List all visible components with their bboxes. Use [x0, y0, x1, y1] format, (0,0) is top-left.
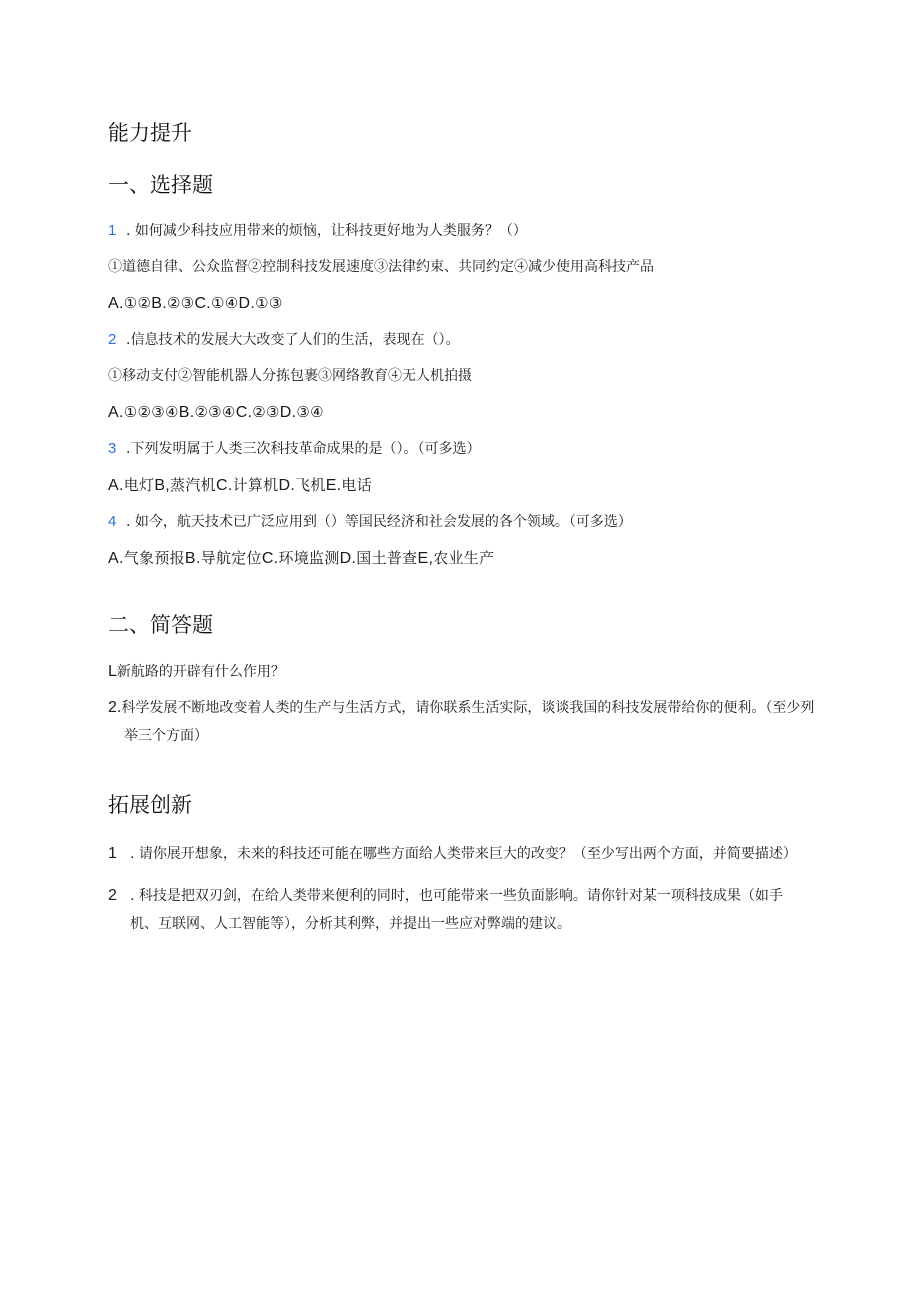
question-sub-items: ①道德自律、公众监督②控制科技发展速度③法律约束、共同约定④减少使用高科技产品	[108, 259, 654, 275]
option-text: ②③④	[194, 403, 236, 421]
worksheet-page	[108, 118, 815, 938]
item-text: . 请你展开想象，未来的科技还可能在哪些方面给人类带来巨大的改变？（至少写出两个方面，并简要描述）	[130, 846, 797, 862]
option-text: 农业生产	[433, 549, 495, 567]
question-number: 4	[108, 513, 117, 530]
question-text: .信息技术的发展大大改变了人们的生活，表现在（）。	[126, 332, 460, 348]
option-text: 国土普查	[356, 549, 418, 567]
short-answer-item-2	[108, 694, 824, 750]
item-text: 新航路的开辟有什么作用？	[116, 664, 285, 680]
option-letter: D.	[279, 404, 297, 421]
option-letter: A.	[108, 404, 124, 421]
section-title-extension: 拓展创新	[108, 793, 192, 817]
question-1	[108, 220, 808, 315]
option-text: ②③	[252, 403, 280, 421]
option-text: 电话	[341, 476, 373, 494]
option-text: ②③	[166, 294, 195, 312]
option-text: ①④	[211, 294, 239, 312]
option-letter: C.	[235, 404, 253, 421]
option-letter: A.	[108, 550, 124, 567]
option-text: 气象预报	[123, 549, 185, 567]
option-text: 电灯	[123, 476, 155, 494]
question-text: .下列发明属于人类三次科技革命成果的是（）。（可多选）	[126, 441, 481, 457]
option-letter: A.	[108, 295, 124, 312]
section-title-short-answer: 二、简答题	[108, 613, 213, 637]
question-sub-items: ①移动支付②智能机器人分拣包裹③网络教育④无人机拍摄	[108, 368, 472, 384]
question-4	[108, 511, 808, 570]
item-text: 科学发展不断地改变着人类的生产与生活方式，请你联系生活实际，谈谈我国的科技发展带给你的便利。（至少列举三个方面）	[121, 700, 815, 744]
option-letter: E,	[417, 550, 434, 567]
option-letter: C.	[261, 550, 279, 567]
option-text: 蒸汽机	[170, 476, 216, 494]
question-text: . 如何减少科技应用带来的烦恼，让科技更好地为人类服务？（）	[126, 223, 527, 239]
option-text: 飞机	[295, 476, 326, 494]
option-text: ①③	[255, 294, 283, 312]
option-letter: D.	[238, 295, 256, 312]
question-text: . 如今，航天技术已广泛应用到（）等国民经济和社会发展的各个领域。（可多选）	[126, 514, 632, 530]
item-text: . 科技是把双刃剑，在给人类带来便利的同时，也可能带来一些负面影响。请你针对某一项科技成果（如手机、互联网、人工智能等），分析其利弊，并提出一些应对弊端的建议。	[130, 888, 783, 932]
option-text: ①②	[123, 294, 152, 312]
option-letter: D.	[278, 477, 296, 494]
item-number: L	[108, 663, 117, 680]
question-2	[108, 329, 808, 424]
question-options	[108, 547, 808, 570]
option-text: ③④	[296, 403, 324, 421]
item-number: 1	[108, 845, 117, 862]
option-letter: A.	[108, 477, 124, 494]
question-options	[108, 474, 808, 497]
option-letter: C.	[215, 477, 233, 494]
question-number: 3	[108, 440, 117, 457]
option-text: ①②③④	[123, 403, 179, 421]
section-title-choice: 一、选择题	[108, 173, 213, 197]
option-letter: C.	[194, 295, 212, 312]
extension-item-2	[108, 882, 808, 938]
question-number: 2	[108, 331, 117, 348]
question-3	[108, 438, 808, 497]
question-number: 1	[108, 222, 117, 239]
option-letter: B.	[184, 550, 201, 567]
option-letter: B.	[178, 404, 195, 421]
extension-item-1	[108, 840, 808, 868]
question-options	[108, 401, 808, 424]
item-number: 2	[108, 887, 117, 904]
option-letter: E.	[325, 477, 342, 494]
section-title-ability: 能力提升	[108, 121, 192, 145]
option-letter: B.	[151, 295, 167, 312]
question-options	[108, 292, 808, 315]
option-letter: D.	[339, 550, 357, 567]
option-text: 导航定位	[200, 549, 262, 567]
short-answer-item-1	[108, 658, 808, 686]
option-text: 环境监测	[278, 549, 340, 567]
option-letter: B,	[154, 477, 171, 494]
option-text: 计算机	[232, 476, 279, 494]
item-number: 2.	[108, 699, 122, 716]
